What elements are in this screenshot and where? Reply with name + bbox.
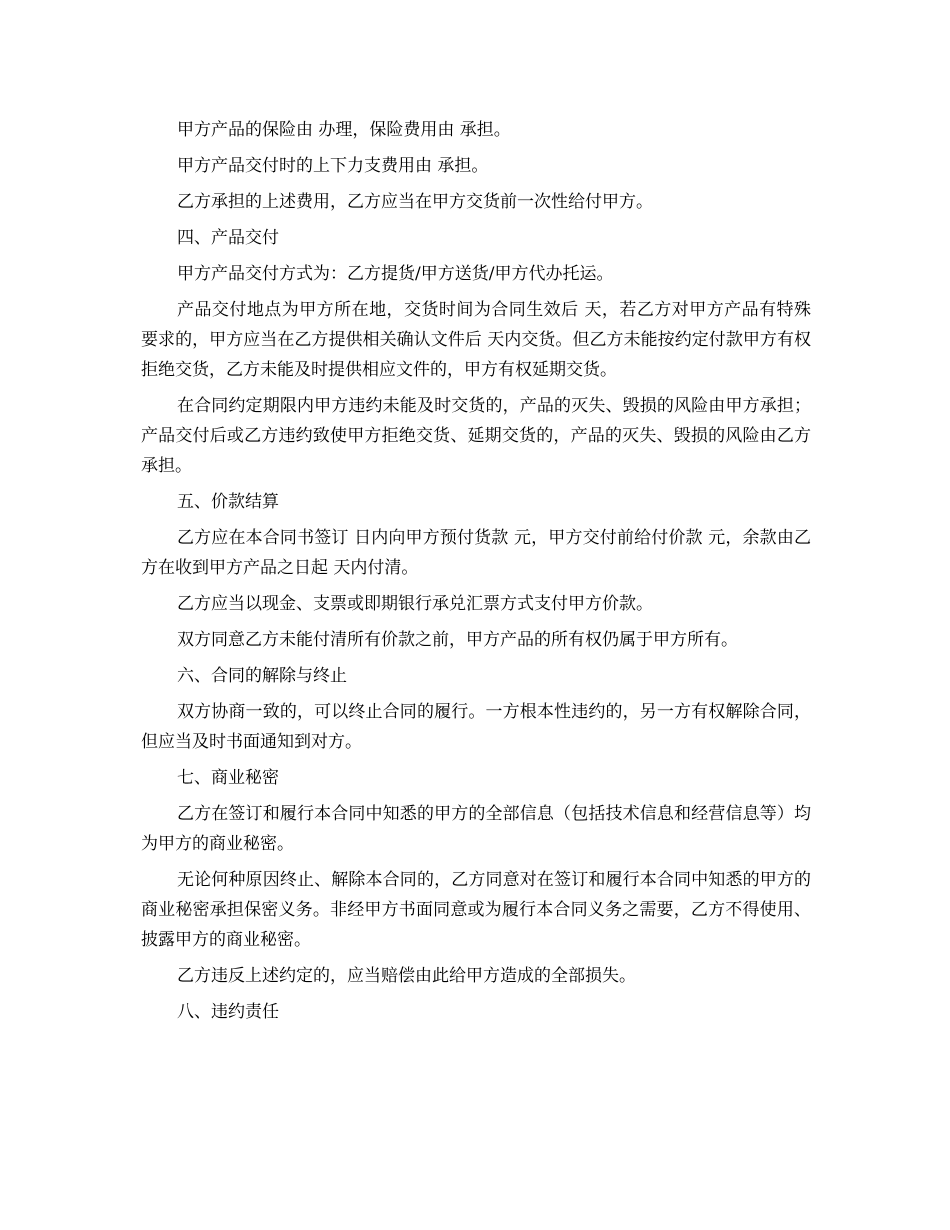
paragraph-termination: 双方协商一致的，可以终止合同的履行。一方根本性违约的，另一方有权解除合同，但应当及时书面通知到对方。 (141, 702, 811, 752)
paragraph-ownership: 双方同意乙方未能付清所有价款之前，甲方产品的所有权仍属于甲方所有。 (177, 630, 738, 650)
section-heading-termination: 六、合同的解除与终止 (177, 666, 347, 686)
section-heading-breach: 八、违约责任 (177, 1002, 279, 1022)
section-heading-delivery: 四、产品交付 (177, 228, 279, 248)
paragraph-secret-definition: 乙方在签订和履行本合同中知悉的甲方的全部信息（包括技术信息和经营信息等）均为甲方的商业秘密。 (141, 804, 811, 854)
paragraph-insurance: 甲方产品的保险由 办理，保险费用由 承担。 (177, 120, 511, 140)
paragraph-fee-payment: 乙方承担的上述费用，乙方应当在甲方交货前一次性给付甲方。 (177, 192, 653, 212)
paragraph-compensation: 乙方违反上述约定的，应当赔偿由此给甲方造成的全部损失。 (177, 966, 636, 986)
section-heading-trade-secrets: 七、商业秘密 (177, 768, 279, 788)
document-body (141, 115, 811, 1033)
paragraph-delivery-method: 甲方产品交付方式为：乙方提货/甲方送货/甲方代办托运。 (177, 264, 614, 284)
paragraph-prepayment: 乙方应在本合同书签订 日内向甲方预付货款 元，甲方交付前给付价款 元，余款由乙方在收到甲方产品之日起 天内付清。 (141, 528, 811, 578)
paragraph-delivery-location: 产品交付地点为甲方所在地，交货时间为合同生效后 天，若乙方对甲方产品有特殊要求的，甲方应当在乙方提供相关确认文件后 天内交货。但乙方未能按约定付款甲方有权拒绝交货，乙方未能及时提供相应文件的，甲方有权延期交货。 (141, 300, 811, 380)
paragraph-payment-method: 乙方应当以现金、支票或即期银行承兑汇票方式支付甲方价款。 (177, 594, 653, 614)
paragraph-handling-fees: 甲方产品交付时的上下力支费用由 承担。 (177, 156, 489, 176)
paragraph-risk-transfer: 在合同约定期限内甲方违约未能及时交货的，产品的灭失、毁损的风险由甲方承担；产品交付后或乙方违约致使甲方拒绝交货、延期交货的，产品的灭失、毁损的风险由乙方承担。 (141, 396, 811, 476)
paragraph-confidentiality: 无论何种原因终止、解除本合同的，乙方同意对在签订和履行本合同中知悉的甲方的商业秘密承担保密义务。非经甲方书面同意或为履行本合同义务之需要，乙方不得使用、披露甲方的商业秘密。 (141, 870, 811, 950)
section-heading-settlement: 五、价款结算 (177, 492, 279, 512)
